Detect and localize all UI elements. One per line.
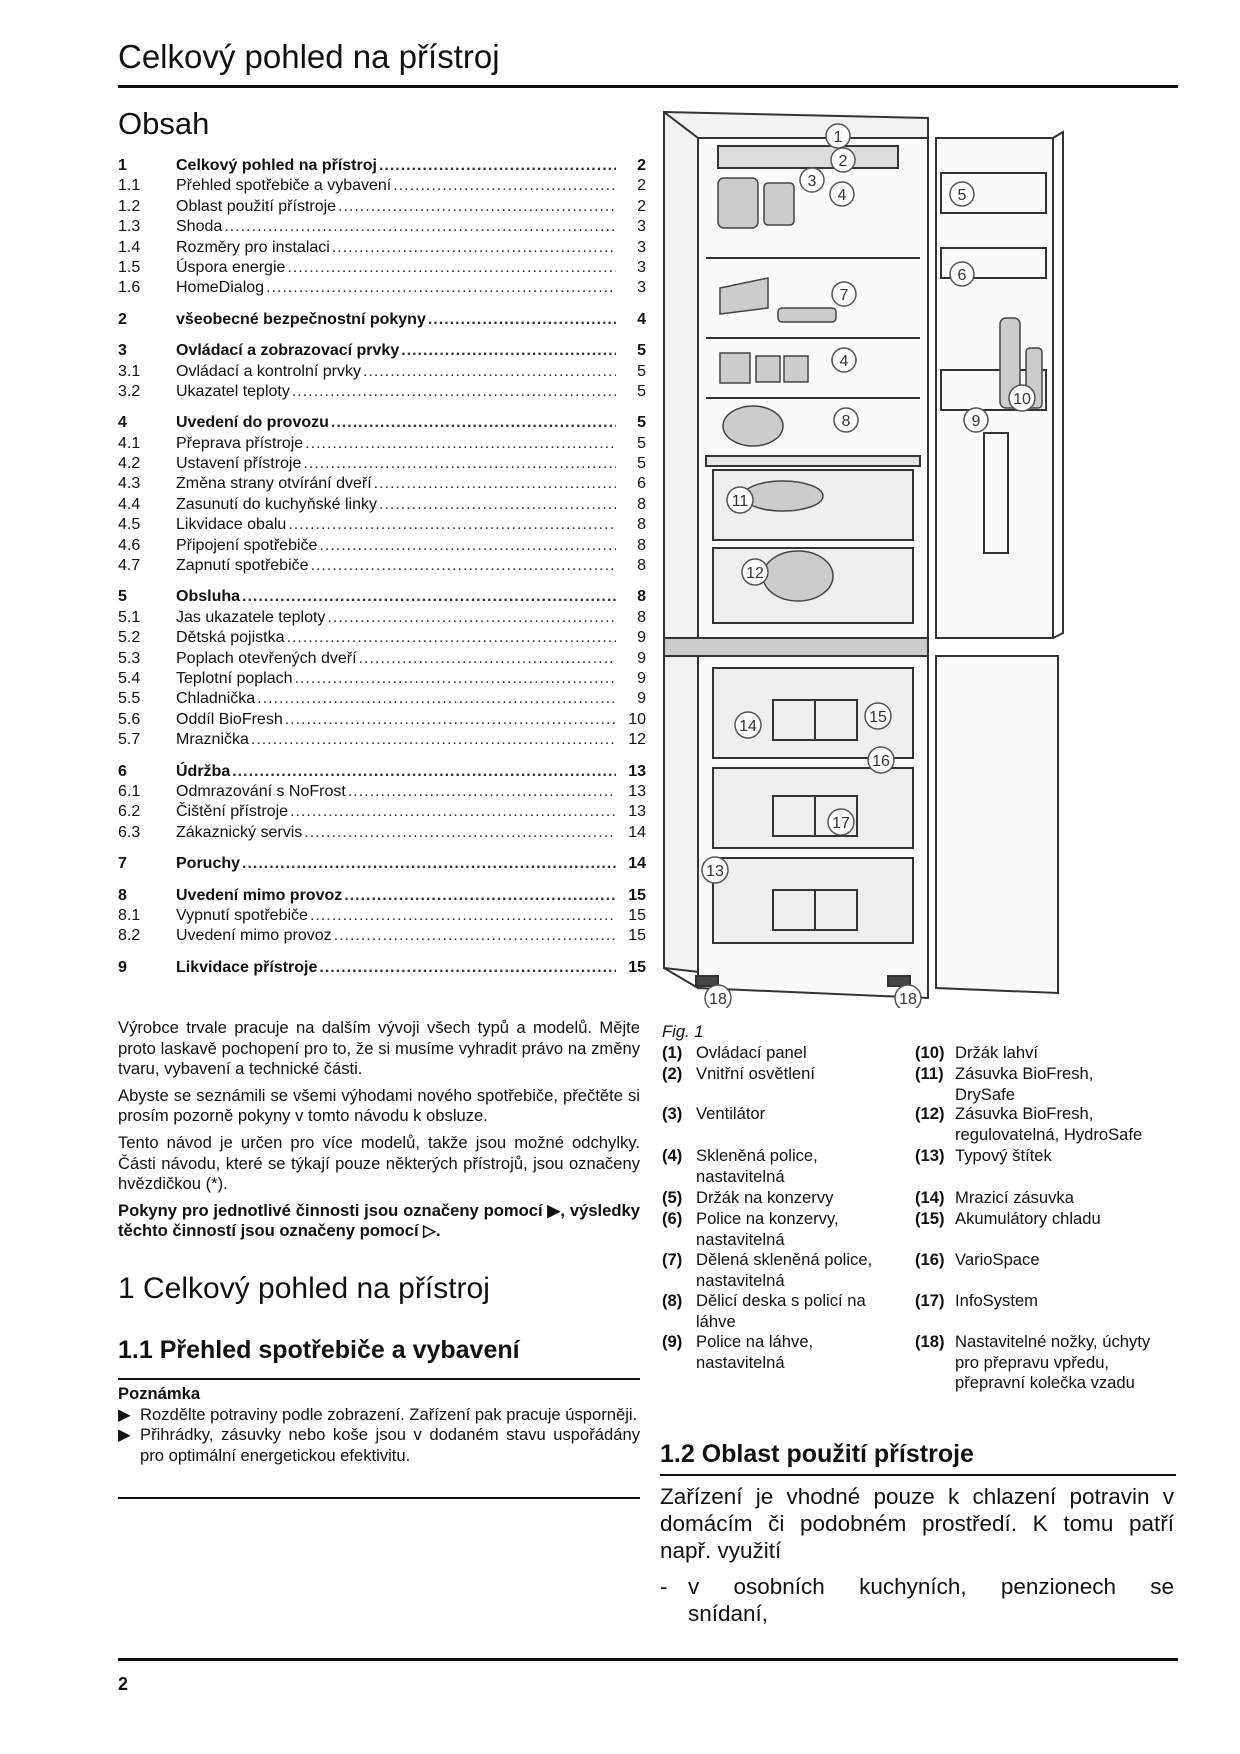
- toc-entry: [118, 176, 646, 196]
- toc-leader-dots: [266, 278, 616, 298]
- svg-text:16: 16: [872, 753, 890, 770]
- control-panel-strip: [718, 146, 898, 168]
- legend-item: (8) Dělicí deska s policí na láhve: [662, 1291, 866, 1331]
- callout-12: [742, 559, 768, 585]
- toc-entry: [118, 217, 646, 237]
- legend-item: (1) Ovládací panel: [662, 1043, 807, 1062]
- toc-entry-number: 9: [118, 958, 127, 976]
- list-dash: -: [660, 1574, 668, 1599]
- toc-entry-page: 8: [637, 536, 646, 554]
- toc-entry-title: Čištění přístroje: [176, 803, 289, 821]
- toc-entry-page: 5: [637, 414, 646, 432]
- toc-leader-dots: [288, 515, 616, 535]
- toc-entry: [118, 689, 646, 709]
- toc-entry: [118, 310, 646, 330]
- toc-entry-title: Odmrazování s NoFrost: [176, 782, 346, 800]
- toc-entry-number: 5.5: [118, 690, 141, 708]
- toc-entry: [118, 278, 646, 298]
- toc-leader-dots: [331, 413, 616, 433]
- toc-entry-number: 4.1: [118, 434, 141, 452]
- toc-entry-page: 10: [628, 710, 646, 728]
- legend-item: (9) Police na láhve, nastavitelná: [662, 1332, 814, 1372]
- toc-leader-dots: [359, 649, 616, 669]
- toc-entry: [118, 782, 646, 802]
- toc-entry: [118, 886, 646, 906]
- toc-leader-dots: [338, 197, 616, 217]
- callout-18a: [705, 985, 731, 1008]
- toc-leader-dots: [348, 782, 616, 802]
- toc-entry-title: Celkový pohled na přístroj: [176, 157, 377, 174]
- toc-entry: [118, 362, 646, 382]
- toc-entry-number: 1.1: [118, 177, 141, 195]
- toc-entry-title: Ovládací a kontrolní prvky: [176, 362, 361, 380]
- toc-entry-page: 12: [628, 731, 646, 749]
- svg-text:7: 7: [839, 287, 849, 304]
- callout-5: [950, 182, 974, 206]
- toc-entry-title: Jas ukazatele teploty: [176, 608, 326, 626]
- toc-entry-number: 8.2: [118, 927, 141, 945]
- toc-entry-page: 8: [637, 588, 646, 606]
- toc-entry-number: 1.4: [118, 238, 141, 256]
- toc-entry-page: 5: [637, 342, 646, 360]
- svg-text:14: 14: [739, 718, 757, 735]
- toc-entry-title: Shoda: [176, 218, 223, 236]
- toc-leader-dots: [242, 587, 616, 607]
- toc-entry-title: Chladnička: [176, 690, 256, 708]
- toc-entry-number: 5.4: [118, 669, 141, 687]
- toc-entry-page: 3: [637, 279, 646, 297]
- toc-entry-page: 8: [637, 557, 646, 575]
- toc-entry-number: 6.2: [118, 803, 141, 821]
- toc-entry-number: 5.6: [118, 710, 141, 728]
- toc-leader-dots: [332, 238, 616, 258]
- toc-entry-number: 5.7: [118, 731, 141, 749]
- table-of-contents: [118, 156, 646, 978]
- note-box: [118, 1384, 640, 1466]
- fridge-freezer-figure: [658, 108, 1178, 1008]
- toc-leader-dots: [232, 762, 616, 782]
- toc-entry-number: 6.1: [118, 782, 141, 800]
- callout-2: [831, 148, 855, 172]
- page-number: 2: [118, 1674, 129, 1694]
- toc-entry-number: 5: [118, 588, 127, 606]
- callout-11: [727, 487, 753, 513]
- toc-entry-page: 2: [637, 177, 646, 195]
- list-item-line: v osobních kuchyních, penzionech se: [688, 1574, 1174, 1599]
- svg-text:2: 2: [838, 153, 848, 170]
- toc-entry-number: 1.5: [118, 258, 141, 276]
- toc-entry: [118, 823, 646, 843]
- section-1-1-title: 1.1 Přehled spotřebiče a vybavení: [118, 1336, 520, 1364]
- toc-leader-dots: [292, 382, 616, 402]
- toc-entry-page: 5: [637, 382, 646, 400]
- toc-entry-number: 1: [118, 157, 127, 174]
- toc-leader-dots: [304, 823, 616, 843]
- toc-entry-title: Likvidace obalu: [176, 516, 287, 534]
- toc-entry: [118, 730, 646, 750]
- callout-4: [830, 182, 854, 206]
- toc-entry-title: Oddíl BioFresh: [176, 710, 283, 728]
- toc-entry-number: 8.1: [118, 906, 141, 924]
- toc-entry-title: Likvidace přístroje: [176, 958, 318, 976]
- toc-entry-number: 3.1: [118, 362, 141, 380]
- callout-17: [828, 809, 854, 835]
- toc-entry-number: 5.3: [118, 649, 141, 667]
- svg-text:18: 18: [899, 991, 917, 1008]
- legend-item: (15) Akumulátory chladu: [915, 1209, 1101, 1228]
- toc-leader-dots: [379, 156, 616, 176]
- toc-entry-title: Teplotní poplach: [176, 669, 293, 687]
- toc-entry-page: 15: [628, 927, 646, 945]
- toc-leader-dots: [374, 474, 616, 494]
- toc-leader-dots: [295, 669, 616, 689]
- toc-entry-title: Ustavení přístroje: [176, 455, 302, 473]
- legend-item: (2) Vnitřní osvětlení: [662, 1064, 815, 1083]
- svg-text:10: 10: [1013, 391, 1031, 408]
- toc-entry-page: 3: [637, 258, 646, 276]
- toc-entry-title: Úspora energie: [176, 258, 286, 276]
- toc-entry: [118, 382, 646, 402]
- toc-entry-page: 14: [628, 823, 646, 841]
- toc-leader-dots: [303, 454, 616, 474]
- callout-4b: [832, 348, 856, 372]
- toc-entry-number: 6: [118, 762, 127, 780]
- section-1-2-rule: [660, 1474, 1176, 1476]
- note-title: Poznámka: [118, 1384, 201, 1403]
- callout-3: [800, 168, 824, 192]
- intro-paragraph: Tento návod je určen pro více modelů, takže jsou možné odchylky. Části návodu, které se týkají pouze některých přístrojů, jsou označeny hvězdičkou (*).: [118, 1132, 640, 1194]
- toc-entry: [118, 413, 646, 433]
- toc-leader-dots: [319, 958, 616, 978]
- svg-text:13: 13: [706, 863, 724, 880]
- toc-entry-title: Připojení spotřebiče: [176, 536, 318, 554]
- toc-entry-title: Přeprava přístroje: [176, 434, 304, 452]
- section-1-2-title: 1.2 Oblast použití přístroje: [660, 1440, 974, 1468]
- toc-entry-title: Uvedení do provozu: [176, 414, 329, 432]
- toc-entry-title: Přehled spotřebiče a vybavení: [176, 177, 392, 195]
- toc-leader-dots: [428, 310, 616, 330]
- toc-entry-title: Zákaznický servis: [176, 823, 303, 841]
- svg-text:3: 3: [807, 173, 817, 190]
- legend-item: (6) Police na konzervy, nastavitelná: [662, 1209, 839, 1249]
- toc-leader-dots: [401, 341, 616, 361]
- toc-leader-dots: [290, 802, 616, 822]
- toc-entry-page: 9: [637, 690, 646, 708]
- toc-entry-number: 2: [118, 310, 127, 328]
- legend-item: (4) Skleněná police, nastavitelná: [662, 1146, 818, 1186]
- svg-text:15: 15: [869, 709, 887, 726]
- toc-leader-dots: [257, 689, 616, 709]
- svg-text:18: 18: [709, 991, 727, 1008]
- callout-16: [868, 747, 894, 773]
- instruction-arrow-icon: ▶: [118, 1404, 131, 1424]
- toc-leader-dots: [379, 495, 616, 515]
- toc-entry-number: 5.2: [118, 629, 141, 647]
- toc-entry: [118, 474, 646, 494]
- toc-entry: [118, 536, 646, 556]
- toc-entry-page: 8: [637, 608, 646, 626]
- svg-text:9: 9: [971, 413, 981, 430]
- svg-text:4: 4: [837, 187, 847, 204]
- toc-entry-title: Uvedení mimo provoz: [176, 927, 332, 945]
- toc-leader-dots: [393, 176, 616, 196]
- list-item-line: snídaní,: [688, 1601, 769, 1626]
- legend-item: (16) VarioSpace: [915, 1250, 1040, 1269]
- toc-entry: [118, 515, 646, 535]
- toc-entry-page: 3: [637, 218, 646, 236]
- callout-15: [865, 703, 891, 729]
- toc-entry: [118, 762, 646, 782]
- toc-entry: [118, 341, 646, 361]
- intro-paragraph: Abyste se seznámili se všemi výhodami nového spotřebiče, přečtěte si prosím pozorně pokyny v tomto návodu k obsluze.: [118, 1085, 640, 1126]
- toc-entry: [118, 556, 646, 576]
- note-item-text: Přihrádky, zásuvky nebo koše jsou v dodaném stavu uspořádány pro optimální energetickou efektivitu.: [140, 1425, 640, 1465]
- toc-entry-page: 5: [637, 434, 646, 452]
- intro-instructions-note: Pokyny pro jednotlivé činnosti jsou označeny pomocí ▶, výsledky těchto činností jsou označeny pomocí ▷.: [118, 1200, 640, 1241]
- toc-entry-number: 7: [118, 855, 127, 873]
- toc-entry-page: 8: [637, 495, 646, 513]
- callout-7: [832, 282, 856, 306]
- toc-entry: [118, 958, 646, 978]
- toc-entry-title: všeobecné bezpečnostní pokyny: [176, 310, 426, 328]
- toc-entry: [118, 649, 646, 669]
- toc-entry-page: 15: [628, 958, 646, 976]
- toc-heading: Obsah: [118, 106, 210, 141]
- toc-leader-dots: [287, 628, 617, 648]
- toc-entry: [118, 156, 646, 176]
- toc-leader-dots: [327, 608, 616, 628]
- toc-entry: [118, 238, 646, 258]
- toc-leader-dots: [334, 926, 616, 946]
- callout-10: [1009, 385, 1035, 411]
- toc-entry-page: 13: [628, 762, 646, 780]
- toc-entry-page: 15: [628, 906, 646, 924]
- toc-entry-number: 3: [118, 342, 127, 360]
- toc-entry-title: Uvedení mimo provoz: [176, 886, 343, 904]
- toc-leader-dots: [285, 710, 616, 730]
- toc-entry-title: Obsluha: [176, 588, 241, 606]
- toc-entry: [118, 258, 646, 278]
- footer-rule: [118, 1658, 1178, 1661]
- callout-14: [735, 712, 761, 738]
- legend-item: (3) Ventilátor: [662, 1104, 766, 1123]
- intro-paragraph: Výrobce trvale pracuje na dalším vývoji všech typů a modelů. Mějte proto laskavě pochopení pro to, že si musíme vyhradit právo na změny tvaru, vybavení a technické části.: [118, 1018, 640, 1079]
- toc-entry-title: Vypnutí spotřebiče: [176, 906, 308, 924]
- toc-entry-page: 3: [637, 238, 646, 256]
- svg-text:6: 6: [957, 267, 967, 284]
- note-top-rule: [118, 1378, 640, 1380]
- toc-entry: [118, 454, 646, 474]
- toc-entry-number: 4: [118, 414, 127, 432]
- toc-entry-number: 4.4: [118, 495, 141, 513]
- toc-entry-number: 6.3: [118, 823, 141, 841]
- toc-entry-title: HomeDialog: [176, 279, 265, 297]
- toc-entry-title: Změna strany otvírání dveří: [176, 475, 372, 493]
- instruction-arrow-icon: ▶: [118, 1425, 131, 1445]
- legend-item: (12) Zásuvka BioFresh, regulovatelná, HydroSafe: [915, 1104, 1143, 1144]
- toc-leader-dots: [242, 854, 616, 874]
- section-1-2-paragraph: Zařízení je vhodné pouze k chlazení potravin v domácím či podobném prostředí. K tomu patří např. využití: [660, 1484, 1174, 1563]
- toc-entry-page: 9: [637, 649, 646, 667]
- usage-list-item: [660, 1573, 1174, 1627]
- svg-text:8: 8: [841, 413, 851, 430]
- toc-entry-number: 4.6: [118, 536, 141, 554]
- toc-entry: [118, 906, 646, 926]
- toc-entry: [118, 608, 646, 628]
- note-item: [118, 1425, 640, 1466]
- toc-entry-page: 9: [637, 629, 646, 647]
- svg-text:12: 12: [746, 565, 764, 582]
- toc-entry-page: 13: [628, 803, 646, 821]
- toc-leader-dots: [305, 434, 616, 454]
- toc-entry-title: Poplach otevřených dveří: [176, 649, 357, 667]
- header-rule: [118, 85, 1178, 88]
- toc-entry-number: 1.2: [118, 197, 141, 215]
- toc-leader-dots: [251, 730, 616, 750]
- toc-entry: [118, 495, 646, 515]
- svg-text:4: 4: [839, 353, 849, 370]
- note-item-text: Rozdělte potraviny podle zobrazení. Zařízení pak pracuje úsporněji.: [140, 1404, 638, 1424]
- page-header-title: Celkový pohled na přístroj: [118, 38, 500, 75]
- toc-entry-title: Údržba: [176, 762, 231, 780]
- legend-item: (11) Zásuvka BioFresh, DrySafe: [915, 1064, 1094, 1104]
- toc-entry: [118, 802, 646, 822]
- toc-entry-title: Ovládací a zobrazovací prvky: [176, 342, 400, 360]
- toc-entry-number: 1.3: [118, 218, 141, 236]
- toc-entry-page: 2: [637, 197, 646, 215]
- legend-item: (14) Mrazicí zásuvka: [915, 1188, 1074, 1207]
- toc-entry-page: 8: [637, 516, 646, 534]
- note-item: [118, 1405, 640, 1426]
- toc-entry-title: Mraznička: [176, 731, 249, 749]
- toc-leader-dots: [224, 217, 616, 237]
- toc-entry-title: Ukazatel teploty: [176, 382, 290, 400]
- toc-entry-page: 5: [637, 455, 646, 473]
- toc-leader-dots: [363, 362, 616, 382]
- freezer-door: [936, 656, 1058, 993]
- callout-18b: [895, 985, 921, 1008]
- toc-entry-number: 4.2: [118, 455, 141, 473]
- toc-entry-number: 3.2: [118, 382, 141, 400]
- toc-leader-dots: [311, 556, 616, 576]
- toc-leader-dots: [319, 536, 616, 556]
- legend-item: (5) Držák na konzervy: [662, 1188, 834, 1207]
- toc-entry-title: Oblast použití přístroje: [176, 197, 337, 215]
- legend-item: (10) Držák lahví: [915, 1043, 1038, 1062]
- legend-item: (7) Dělená skleněná police, nastavitelná: [662, 1250, 873, 1290]
- toc-entry-page: 6: [637, 475, 646, 493]
- toc-entry-title: Rozměry pro instalaci: [176, 238, 330, 256]
- toc-leader-dots: [287, 258, 616, 278]
- intro-text: [118, 1018, 640, 1248]
- callout-13: [702, 857, 728, 883]
- toc-entry-page: 2: [637, 157, 646, 174]
- toc-entry-number: 8: [118, 886, 127, 904]
- callout-9: [964, 408, 988, 432]
- legend-item: (17) InfoSystem: [915, 1291, 1039, 1310]
- toc-entry-number: 4.3: [118, 475, 141, 493]
- toc-entry: [118, 434, 646, 454]
- svg-text:11: 11: [731, 493, 749, 510]
- toc-entry-page: 15: [628, 886, 646, 904]
- svg-text:5: 5: [957, 187, 967, 204]
- toc-entry: [118, 628, 646, 648]
- section-1-title: 1 Celkový pohled na přístroj: [118, 1272, 490, 1305]
- callout-1: [826, 124, 850, 148]
- toc-entry-title: Zasunutí do kuchyňské linky: [176, 495, 377, 513]
- toc-entry-page: 13: [628, 782, 646, 800]
- toc-entry-number: 1.6: [118, 279, 141, 297]
- toc-entry: [118, 926, 646, 946]
- toc-leader-dots: [310, 906, 616, 926]
- toc-entry: [118, 669, 646, 689]
- callout-8: [834, 408, 858, 432]
- svg-text:1: 1: [833, 129, 843, 146]
- note-bottom-rule: [118, 1497, 640, 1499]
- svg-text:17: 17: [832, 815, 850, 832]
- toc-entry-page: 14: [628, 855, 646, 873]
- toc-entry-number: 4.5: [118, 516, 141, 534]
- toc-entry-title: Zapnutí spotřebiče: [176, 557, 309, 575]
- figure-caption: Fig. 1: [662, 1022, 704, 1041]
- callout-6: [950, 262, 974, 286]
- toc-entry-title: Poruchy: [176, 855, 241, 873]
- toc-entry: [118, 710, 646, 730]
- legend-item: (13) Typový štítek: [915, 1146, 1052, 1165]
- legend-item: (18) Nastavitelné nožky, úchyty pro přepravu vpředu, přepravní kolečka vzadu: [915, 1332, 1151, 1393]
- toc-entry: [118, 197, 646, 217]
- toc-entry-title: Dětská pojistka: [176, 629, 285, 647]
- toc-leader-dots: [344, 886, 616, 906]
- toc-entry-number: 4.7: [118, 557, 141, 575]
- toc-entry-page: 5: [637, 362, 646, 380]
- toc-entry-page: 9: [637, 669, 646, 687]
- toc-entry: [118, 854, 646, 874]
- toc-entry-page: 4: [637, 310, 646, 328]
- toc-entry-number: 5.1: [118, 608, 141, 626]
- toc-entry: [118, 587, 646, 607]
